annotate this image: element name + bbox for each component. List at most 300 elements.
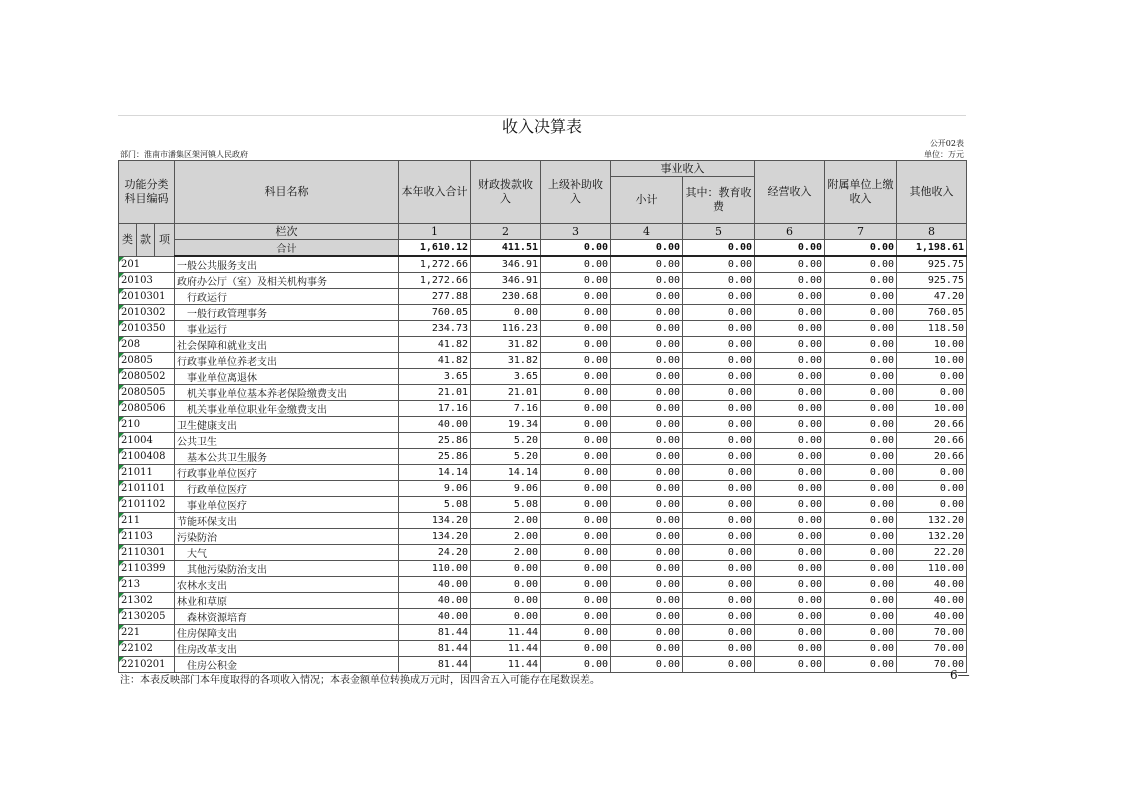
row-value-col8: 118.50 [897,321,967,337]
row-value-col6: 0.00 [755,369,825,385]
row-value-col2: 2.00 [471,529,541,545]
row-value-col5: 0.00 [683,513,755,529]
table-row [119,465,967,481]
table-row [119,369,967,385]
row-value-col4: 0.00 [611,497,683,513]
row-code: 22102 [119,641,175,657]
row-value-col5: 0.00 [683,561,755,577]
row-value-col1: 9.06 [399,481,471,497]
row-value-col3: 0.00 [541,545,611,561]
row-value-col1: 41.82 [399,337,471,353]
row-value-col3: 0.00 [541,641,611,657]
row-code: 210 [119,417,175,433]
row-value-col5: 0.00 [683,465,755,481]
row-value-col8: 40.00 [897,609,967,625]
row-value-col2: 11.44 [471,625,541,641]
row-value-col5: 0.00 [683,305,755,321]
row-name: 住房保障支出 [175,625,399,641]
table-note: 注：本表反映部门本年度取得的各项收入情况；本表金额单位转换成万元时，因四舍五入可能存在尾数误差。 [120,675,600,686]
row-value-col4: 0.00 [611,609,683,625]
row-value-col7: 0.00 [825,321,897,337]
row-value-col7: 0.00 [825,561,897,577]
header-lanci: 栏次 [175,224,399,240]
row-value-col6: 0.00 [755,465,825,481]
row-value-col8: 20.66 [897,433,967,449]
row-value-col4: 0.00 [611,401,683,417]
table-row [119,609,967,625]
total-col6: 0.00 [755,240,825,257]
row-value-col6: 0.00 [755,609,825,625]
row-value-col1: 17.16 [399,401,471,417]
total-col4: 0.00 [611,240,683,257]
page-mark: 6— [950,668,970,682]
row-value-col3: 0.00 [541,657,611,673]
row-value-col3: 0.00 [541,401,611,417]
row-value-col5: 0.00 [683,449,755,465]
income-statement-sheet [118,115,966,688]
row-value-col4: 0.00 [611,337,683,353]
header-col6: 经营收入 [755,161,825,224]
row-value-col7: 0.00 [825,289,897,305]
col-number-4: 4 [611,224,683,240]
row-name: 行政单位医疗 [175,481,399,497]
row-value-col1: 3.65 [399,369,471,385]
row-value-col3: 0.00 [541,609,611,625]
row-value-col6: 0.00 [755,353,825,369]
row-code: 2010350 [119,321,175,337]
table-row [119,593,967,609]
row-value-col4: 0.00 [611,657,683,673]
table-row [119,256,967,273]
row-value-col4: 0.00 [611,513,683,529]
row-value-col2: 5.20 [471,449,541,465]
row-name: 大气 [175,545,399,561]
row-value-col6: 0.00 [755,417,825,433]
row-value-col3: 0.00 [541,433,611,449]
row-value-col1: 25.86 [399,433,471,449]
row-value-col7: 0.00 [825,385,897,401]
row-value-col2: 0.00 [471,593,541,609]
total-col8: 1,198.61 [897,240,967,257]
row-value-col1: 40.00 [399,593,471,609]
header-xiang: 项 [155,224,175,257]
row-value-col8: 22.20 [897,545,967,561]
row-value-col5: 0.00 [683,609,755,625]
row-value-col2: 21.01 [471,385,541,401]
form-number: 公开02表 [929,139,964,148]
header-col1: 本年收入合计 [399,161,471,224]
row-value-col5: 0.00 [683,337,755,353]
row-name: 一般公共服务支出 [175,256,399,273]
col-number-6: 6 [755,224,825,240]
row-value-col8: 0.00 [897,497,967,513]
row-value-col2: 7.16 [471,401,541,417]
row-value-col5: 0.00 [683,289,755,305]
table-row [119,657,967,673]
row-value-col3: 0.00 [541,513,611,529]
row-value-col1: 40.00 [399,417,471,433]
row-name: 社会保障和就业支出 [175,337,399,353]
department-line [118,149,966,160]
row-value-col6: 0.00 [755,449,825,465]
row-value-col1: 234.73 [399,321,471,337]
row-value-col3: 0.00 [541,593,611,609]
row-value-col3: 0.00 [541,273,611,289]
row-code: 21103 [119,529,175,545]
row-value-col2: 19.34 [471,417,541,433]
row-value-col4: 0.00 [611,641,683,657]
row-value-col6: 0.00 [755,561,825,577]
table-row [119,561,967,577]
row-value-col5: 0.00 [683,385,755,401]
row-value-col7: 0.00 [825,433,897,449]
row-name: 一般行政管理事务 [175,305,399,321]
row-code: 2210201 [119,657,175,673]
row-value-col6: 0.00 [755,545,825,561]
row-value-col7: 0.00 [825,513,897,529]
row-name: 节能环保支出 [175,513,399,529]
header-col5: 其中：教育收费 [683,177,755,224]
row-value-col6: 0.00 [755,497,825,513]
row-value-col8: 40.00 [897,577,967,593]
row-value-col7: 0.00 [825,417,897,433]
row-value-col3: 0.00 [541,561,611,577]
row-value-col6: 0.00 [755,481,825,497]
row-value-col8: 132.20 [897,513,967,529]
row-value-col8: 20.66 [897,417,967,433]
row-value-col3: 0.00 [541,321,611,337]
row-value-col4: 0.00 [611,385,683,401]
row-name: 其他污染防治支出 [175,561,399,577]
table-row [119,385,967,401]
row-value-col4: 0.00 [611,273,683,289]
row-name: 事业单位离退休 [175,369,399,385]
row-value-col4: 0.00 [611,321,683,337]
row-code: 2080502 [119,369,175,385]
row-value-col7: 0.00 [825,641,897,657]
table-row [119,449,967,465]
row-value-col7: 0.00 [825,449,897,465]
row-value-col5: 0.00 [683,577,755,593]
table-title: 收入决算表 [118,115,966,138]
row-value-col8: 10.00 [897,337,967,353]
row-value-col3: 0.00 [541,305,611,321]
row-name: 卫生健康支出 [175,417,399,433]
row-value-col1: 110.00 [399,561,471,577]
row-code: 2130205 [119,609,175,625]
row-value-col3: 0.00 [541,577,611,593]
table-row [119,545,967,561]
row-value-col7: 0.00 [825,577,897,593]
row-value-col3: 0.00 [541,289,611,305]
header-kuan: 款 [137,224,155,257]
row-value-col5: 0.00 [683,433,755,449]
row-name: 行政事业单位医疗 [175,465,399,481]
row-value-col7: 0.00 [825,256,897,273]
row-value-col5: 0.00 [683,593,755,609]
row-value-col8: 40.00 [897,593,967,609]
total-col5: 0.00 [683,240,755,257]
row-value-col6: 0.00 [755,321,825,337]
row-value-col5: 0.00 [683,497,755,513]
row-value-col3: 0.00 [541,337,611,353]
col-number-3: 3 [541,224,611,240]
table-row [119,321,967,337]
row-code: 213 [119,577,175,593]
header-col3: 上级补助收入 [541,161,611,224]
row-name: 行政事业单位养老支出 [175,353,399,369]
row-value-col5: 0.00 [683,545,755,561]
row-value-col6: 0.00 [755,593,825,609]
row-value-col8: 0.00 [897,369,967,385]
row-value-col8: 10.00 [897,353,967,369]
table-row [119,513,967,529]
row-code: 201 [119,256,175,273]
row-code: 208 [119,337,175,353]
department-label: 部门：淮南市潘集区架河镇人民政府 [120,150,248,159]
lanci-row [119,224,967,240]
row-value-col1: 25.86 [399,449,471,465]
header-col7: 附属单位上缴收入 [825,161,897,224]
row-code: 2101102 [119,497,175,513]
header-name: 科目名称 [175,161,399,224]
row-value-col1: 81.44 [399,657,471,673]
row-code: 211 [119,513,175,529]
row-value-col1: 81.44 [399,625,471,641]
row-value-col5: 0.00 [683,625,755,641]
row-value-col7: 0.00 [825,337,897,353]
total-col2: 411.51 [471,240,541,257]
row-value-col1: 21.01 [399,385,471,401]
row-value-col4: 0.00 [611,449,683,465]
row-value-col4: 0.00 [611,256,683,273]
row-value-col3: 0.00 [541,625,611,641]
row-value-col2: 31.82 [471,337,541,353]
row-value-col8: 0.00 [897,481,967,497]
row-value-col7: 0.00 [825,481,897,497]
header-col2: 财政拨款收入 [471,161,541,224]
row-code: 2110399 [119,561,175,577]
row-value-col8: 70.00 [897,641,967,657]
row-value-col5: 0.00 [683,417,755,433]
row-value-col1: 14.14 [399,465,471,481]
table-row [119,497,967,513]
row-name: 住房公积金 [175,657,399,673]
header-col4: 小计 [611,177,683,224]
row-value-col4: 0.00 [611,417,683,433]
row-value-col2: 14.14 [471,465,541,481]
row-code: 2100408 [119,449,175,465]
table-row [119,305,967,321]
row-value-col7: 0.00 [825,465,897,481]
table-row [119,641,967,657]
row-value-col8: 70.00 [897,625,967,641]
row-value-col3: 0.00 [541,529,611,545]
row-value-col8: 10.00 [897,401,967,417]
row-value-col6: 0.00 [755,385,825,401]
row-name: 农林水支出 [175,577,399,593]
row-code: 21011 [119,465,175,481]
table-row [119,401,967,417]
row-value-col2: 31.82 [471,353,541,369]
row-code: 20805 [119,353,175,369]
row-code: 21302 [119,593,175,609]
row-value-col1: 81.44 [399,641,471,657]
row-value-col4: 0.00 [611,481,683,497]
table-row [119,433,967,449]
row-code: 2010301 [119,289,175,305]
row-value-col1: 40.00 [399,609,471,625]
row-code: 2110301 [119,545,175,561]
row-value-col2: 2.00 [471,545,541,561]
row-value-col6: 0.00 [755,401,825,417]
row-code: 2010302 [119,305,175,321]
row-value-col6: 0.00 [755,289,825,305]
row-value-col6: 0.00 [755,657,825,673]
unit-label: 单位：万元 [924,150,964,159]
row-value-col8: 925.75 [897,256,967,273]
header-heji: 合计 [175,240,399,257]
row-value-col1: 40.00 [399,577,471,593]
row-value-col1: 134.20 [399,513,471,529]
row-value-col1: 41.82 [399,353,471,369]
table-row [119,417,967,433]
row-name: 政府办公厅（室）及相关机构事务 [175,273,399,289]
row-value-col1: 24.20 [399,545,471,561]
row-value-col5: 0.00 [683,353,755,369]
row-value-col2: 11.44 [471,657,541,673]
row-code: 21004 [119,433,175,449]
row-value-col4: 0.00 [611,289,683,305]
row-value-col1: 760.05 [399,305,471,321]
row-value-col5: 0.00 [683,657,755,673]
row-value-col7: 0.00 [825,593,897,609]
row-value-col5: 0.00 [683,273,755,289]
row-value-col2: 2.00 [471,513,541,529]
row-name: 行政运行 [175,289,399,305]
row-value-col3: 0.00 [541,481,611,497]
row-name: 机关事业单位基本养老保险缴费支出 [175,385,399,401]
row-value-col5: 0.00 [683,321,755,337]
total-col7: 0.00 [825,240,897,257]
row-value-col1: 5.08 [399,497,471,513]
row-value-col8: 47.20 [897,289,967,305]
row-value-col2: 5.08 [471,497,541,513]
row-name: 事业运行 [175,321,399,337]
row-value-col3: 0.00 [541,369,611,385]
row-value-col8: 20.66 [897,449,967,465]
row-value-col2: 0.00 [471,305,541,321]
row-value-col2: 230.68 [471,289,541,305]
row-value-col2: 3.65 [471,369,541,385]
row-value-col3: 0.00 [541,417,611,433]
income-table [118,160,967,673]
row-value-col7: 0.00 [825,609,897,625]
row-value-col3: 0.00 [541,353,611,369]
row-value-col3: 0.00 [541,465,611,481]
row-value-col4: 0.00 [611,577,683,593]
col-number-1: 1 [399,224,471,240]
row-value-col4: 0.00 [611,353,683,369]
row-value-col8: 70.00 [897,657,967,673]
row-value-col2: 116.23 [471,321,541,337]
row-value-col5: 0.00 [683,529,755,545]
row-value-col6: 0.00 [755,529,825,545]
row-value-col8: 925.75 [897,273,967,289]
row-code: 2080505 [119,385,175,401]
row-value-col4: 0.00 [611,593,683,609]
total-col3: 0.00 [541,240,611,257]
row-name: 机关事业单位职业年金缴费支出 [175,401,399,417]
row-value-col3: 0.00 [541,497,611,513]
row-value-col1: 134.20 [399,529,471,545]
row-value-col4: 0.00 [611,433,683,449]
row-value-col4: 0.00 [611,561,683,577]
row-value-col3: 0.00 [541,449,611,465]
row-value-col4: 0.00 [611,529,683,545]
col-number-7: 7 [825,224,897,240]
table-row [119,529,967,545]
col-number-5: 5 [683,224,755,240]
row-value-col8: 760.05 [897,305,967,321]
total-row [119,240,967,257]
table-row [119,625,967,641]
table-row [119,273,967,289]
row-value-col6: 0.00 [755,641,825,657]
row-value-col2: 11.44 [471,641,541,657]
row-value-col7: 0.00 [825,529,897,545]
row-value-col2: 5.20 [471,433,541,449]
row-value-col6: 0.00 [755,433,825,449]
header-code: 功能分类科目编码 [119,161,175,224]
row-value-col7: 0.00 [825,305,897,321]
row-value-col3: 0.00 [541,256,611,273]
row-value-col7: 0.00 [825,497,897,513]
row-value-col1: 277.88 [399,289,471,305]
col-number-2: 2 [471,224,541,240]
row-value-col2: 346.91 [471,256,541,273]
form-number-line [118,138,966,149]
row-value-col4: 0.00 [611,369,683,385]
row-name: 污染防治 [175,529,399,545]
col-number-8: 8 [897,224,967,240]
row-value-col1: 1,272.66 [399,256,471,273]
row-name: 基本公共卫生服务 [175,449,399,465]
row-value-col6: 0.00 [755,337,825,353]
row-value-col2: 0.00 [471,561,541,577]
row-name: 林业和草原 [175,593,399,609]
header-col8: 其他收入 [897,161,967,224]
row-code: 20103 [119,273,175,289]
row-value-col7: 0.00 [825,657,897,673]
table-row [119,481,967,497]
row-value-col4: 0.00 [611,465,683,481]
row-value-col7: 0.00 [825,625,897,641]
row-value-col5: 0.00 [683,641,755,657]
row-value-col2: 0.00 [471,577,541,593]
row-code: 221 [119,625,175,641]
table-row [119,289,967,305]
table-row [119,577,967,593]
row-value-col6: 0.00 [755,273,825,289]
row-value-col7: 0.00 [825,401,897,417]
header-lei: 类 [119,224,137,257]
header-shiye: 事业收入 [611,161,755,177]
row-name: 住房改革支出 [175,641,399,657]
row-value-col8: 110.00 [897,561,967,577]
row-name: 公共卫生 [175,433,399,449]
row-value-col8: 132.20 [897,529,967,545]
